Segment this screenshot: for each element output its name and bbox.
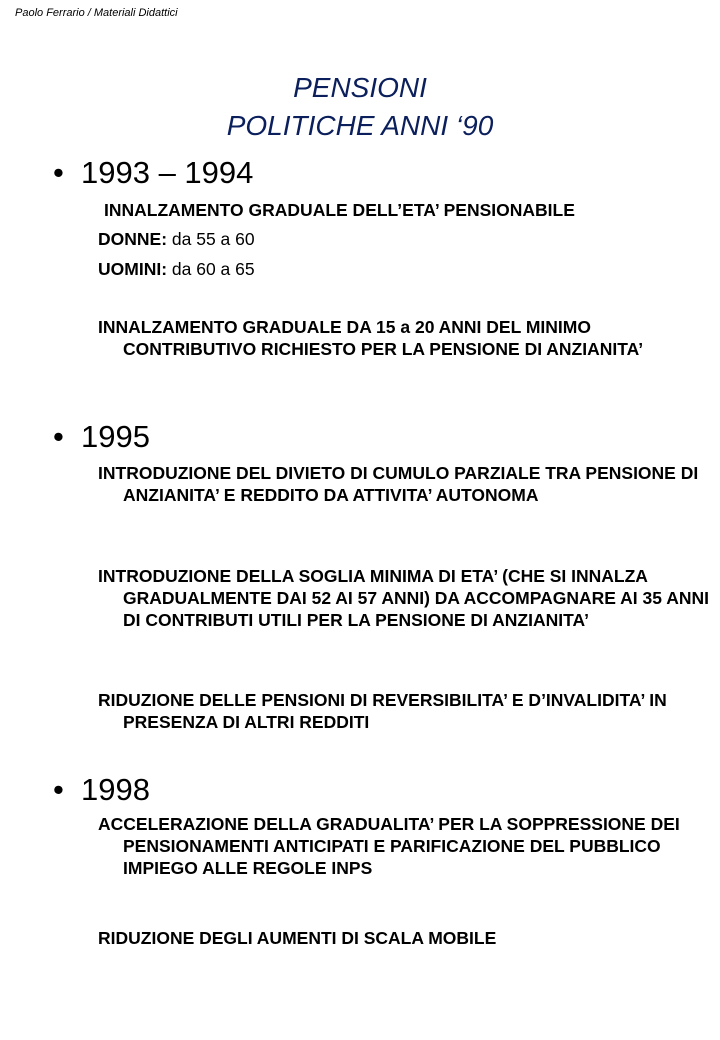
men-age-range (98, 258, 698, 280)
list-item: INTRODUZIONE DEL DIVIETO DI CUMULO PARZIALE TRA PENSIONE DI ANZIANITA’ E REDDITO DA ATTIVITA’ AUTONOMA (98, 463, 699, 505)
bullet-icon: • (53, 155, 64, 190)
section-year: 1993 – 1994 (81, 155, 254, 190)
women-age-range (98, 228, 698, 250)
list-item: RIDUZIONE DEGLI AUMENTI DI SCALA MOBILE (98, 928, 497, 948)
page-title: PENSIONI (293, 72, 427, 103)
section-heading-1993 (53, 155, 253, 191)
bullet-icon: • (53, 772, 64, 807)
list-item: INNALZAMENTO GRADUALE DA 15 a 20 ANNI DEL MINIMO CONTRIBUTIVO RICHIESTO PER LA PENSIONE DI ANZIANITA’ (98, 317, 644, 359)
women-value: da 55 a 60 (167, 229, 255, 249)
section-year: 1998 (81, 772, 150, 807)
list-item: RIDUZIONE DELLE PENSIONI DI REVERSIBILITA’ E D’INVALIDITA’ IN PRESENZA DI ALTRI REDDITI (98, 690, 667, 732)
section-year: 1995 (81, 419, 150, 454)
list-item: ACCELERAZIONE DELLA GRADUALITA’ PER LA SOPPRESSIONE DEI PENSIONAMENTI ANTICIPATI E PARIFICAZIONE DEL PUBBLICO IMPIEGO ALLE REGOLE INPS (98, 814, 680, 878)
section-heading-1998 (53, 772, 150, 808)
bullet-icon: • (53, 419, 64, 454)
women-label: DONNE: (98, 229, 168, 249)
men-label: UOMINI: (98, 259, 168, 279)
age-heading: INNALZAMENTO GRADUALE DELL’ETA’ PENSIONABILE (104, 200, 575, 220)
document-header: Paolo Ferrario / Materiali Didattici (15, 7, 178, 19)
list-item: INTRODUZIONE DELLA SOGLIA MINIMA DI ETA’ (CHE SI INNALZA GRADUALMENTE DAI 52 AI 57 ANNI) DA ACCOMPAGNARE AI 35 ANNI DI CONTRIBUTI UTILI PER LA PENSIONE DI ANZIANITA’ (98, 566, 709, 630)
page-subtitle: POLITICHE ANNI ‘90 (226, 110, 494, 141)
section-heading-1995 (53, 419, 150, 455)
men-value: da 60 a 65 (167, 259, 255, 279)
